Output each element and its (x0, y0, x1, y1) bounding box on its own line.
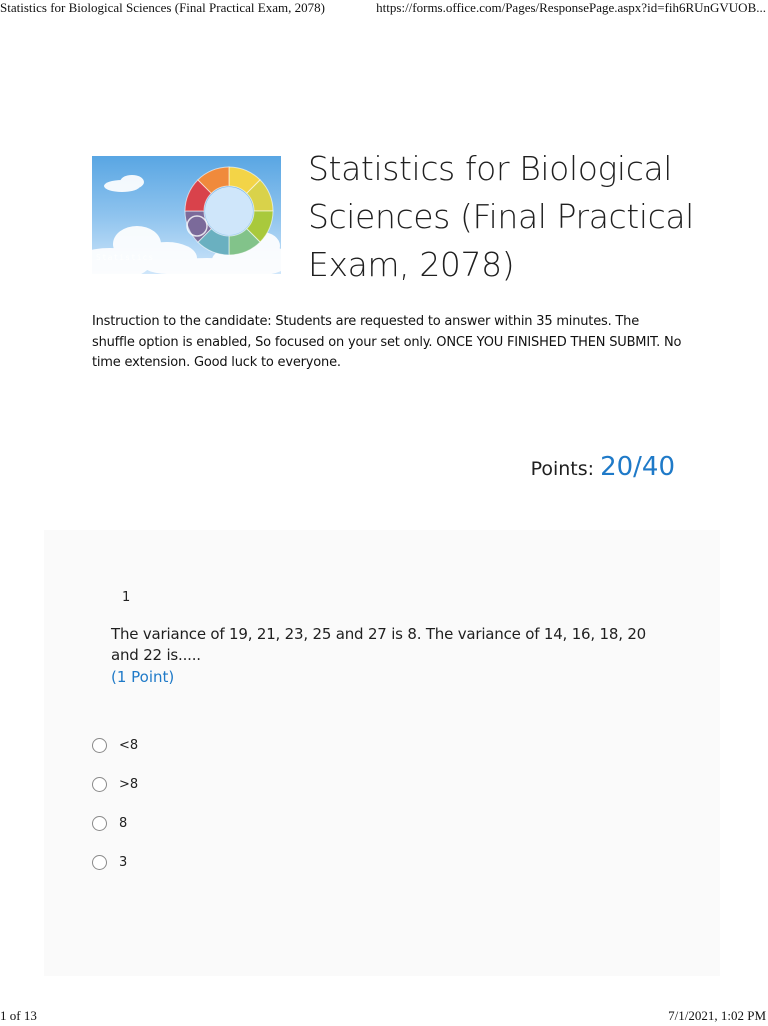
radio-button[interactable] (92, 738, 107, 753)
question-card (44, 530, 720, 976)
answer-option[interactable] (92, 804, 138, 843)
radio-button[interactable] (92, 855, 107, 870)
print-header (0, 0, 768, 18)
print-datetime: 7/1/2021, 1:02 PM (668, 1008, 766, 1023)
answer-option[interactable] (92, 726, 138, 765)
points-value: 20/40 (600, 452, 675, 482)
print-footer (0, 1008, 768, 1026)
option-label: 8 (119, 816, 128, 831)
points-label: Points: (530, 458, 595, 480)
radio-button[interactable] (92, 777, 107, 792)
option-label: 3 (119, 855, 128, 870)
page-counter: 1 of 13 (0, 1008, 37, 1023)
question-text: The variance of 19, 21, 23, 25 and 27 is 8. The variance of 14, 16, 18, 20 and 22 is..... (111, 625, 647, 664)
radio-button[interactable] (92, 816, 107, 831)
question-number: 1 (122, 590, 131, 605)
question-points: (1 Point) (111, 668, 175, 686)
donut-hole (205, 187, 253, 235)
points-summary (531, 452, 675, 482)
answer-options (92, 726, 138, 882)
option-label: >8 (119, 777, 139, 792)
form-banner-image (92, 156, 281, 274)
answer-option[interactable] (92, 843, 138, 882)
form-title: Statistics for Biological Sciences (Final Practical Exam, 2078) (308, 149, 694, 284)
print-header-title: Statistics for Biological Sciences (Final Practical Exam, 2078) (0, 0, 325, 15)
answer-option[interactable] (92, 765, 138, 804)
banner-caption: Statistics (96, 253, 155, 262)
form-instructions: Instruction to the candidate: Students are requested to answer within 35 minutes. The shuffle option is enabled, So focused on your set only. ONCE YOU FINISHED THEN SUBMIT. No time extension. Good luck to everyone. (92, 314, 682, 370)
print-header-url: https://forms.office.com/Pages/ResponsePage.aspx?id=fih6RUnGVUOB... (376, 0, 766, 15)
option-label: <8 (119, 738, 139, 753)
